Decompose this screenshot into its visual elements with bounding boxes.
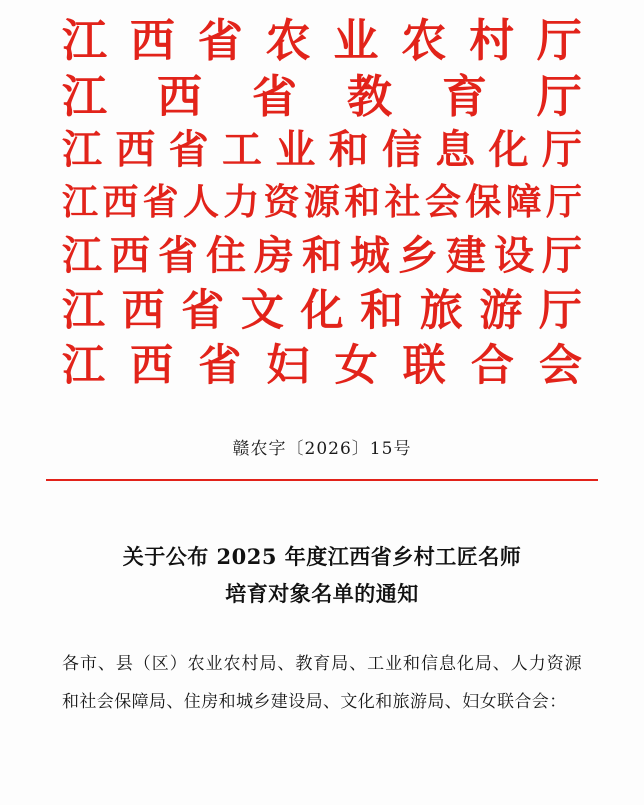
agency-glyph: 西 [110, 232, 150, 279]
body-paragraph-1: 各市、县（区）农业农村局、教育局、工业和信息化局、人力资源和社会保障局、住房和城乡建设局、文化和旅游局、妇女联合会： [62, 653, 582, 712]
agency-glyph: 江 [62, 286, 105, 336]
agency-glyph: 游 [479, 286, 523, 336]
document-body [62, 645, 582, 722]
agency-glyph: 和 [344, 181, 381, 223]
agency-glyph: 西 [115, 126, 156, 173]
agency-glyph: 西 [130, 341, 174, 391]
agency-glyph: 建 [446, 232, 486, 279]
agency-glyph: 省 [142, 181, 179, 223]
agency-glyph: 房 [254, 232, 294, 279]
agency-glyph: 和 [302, 232, 342, 279]
agency-glyph: 厅 [536, 70, 582, 123]
agency-glyph: 设 [494, 232, 534, 279]
agency-glyph: 厅 [542, 232, 582, 279]
agency-glyph: 厅 [545, 181, 582, 223]
agency-glyph: 城 [350, 232, 390, 279]
agency-glyph: 住 [206, 232, 246, 279]
agency-glyph: 省 [197, 14, 243, 67]
document-number: 赣农字〔2026〕15号 [232, 439, 412, 459]
document-title [62, 539, 582, 613]
agency-glyph: 联 [402, 341, 446, 391]
agency-glyph: 会 [538, 341, 582, 391]
agency-glyph: 西 [121, 286, 165, 336]
agency-glyph: 源 [303, 181, 340, 223]
agency-glyph: 化 [300, 286, 344, 336]
agency-glyph: 旅 [419, 286, 463, 336]
issuing-agency-line-2 [62, 70, 582, 123]
agency-glyph: 和 [360, 286, 404, 336]
agency-glyph: 江 [62, 341, 105, 391]
agency-glyph: 工 [221, 126, 262, 173]
agency-glyph: 江 [62, 126, 102, 173]
agency-glyph: 文 [240, 286, 284, 336]
agency-glyph: 信 [381, 126, 422, 173]
agency-glyph: 省 [251, 70, 297, 123]
document-letterhead [62, 0, 582, 391]
agency-glyph: 教 [346, 70, 392, 123]
agency-glyph: 江 [62, 181, 99, 223]
agency-glyph: 和 [328, 126, 369, 173]
agency-glyph: 会 [424, 181, 461, 223]
agency-glyph: 资 [263, 181, 300, 223]
agency-glyph: 省 [158, 232, 198, 279]
agency-glyph: 厅 [539, 286, 582, 336]
agency-glyph: 省 [168, 126, 209, 173]
agency-glyph: 社 [384, 181, 421, 223]
agency-glyph: 农 [265, 14, 311, 67]
agency-glyph: 西 [102, 181, 139, 223]
red-separator-rule [46, 479, 598, 481]
issuing-agency-line-6 [62, 286, 582, 336]
issuing-agency-line-5 [62, 232, 582, 279]
issuing-agency-line-7 [62, 341, 582, 391]
agency-glyph: 化 [488, 126, 529, 173]
agency-glyph: 江 [62, 232, 102, 279]
agency-glyph: 业 [333, 14, 379, 67]
title-line-1: 关于公布 2025 年度江西省乡村工匠名师 [122, 544, 522, 569]
agency-glyph: 女 [334, 341, 378, 391]
agency-glyph: 农 [401, 14, 447, 67]
agency-glyph: 人 [182, 181, 219, 223]
issuing-agency-line-4 [62, 181, 582, 223]
agency-glyph: 保 [465, 181, 502, 223]
agency-glyph: 省 [198, 341, 242, 391]
issuing-agency-line-1 [62, 14, 582, 67]
agency-glyph: 乡 [398, 232, 438, 279]
agency-glyph: 村 [469, 14, 515, 67]
agency-glyph: 江 [62, 14, 108, 67]
agency-glyph: 西 [156, 70, 202, 123]
agency-glyph: 西 [129, 14, 175, 67]
agency-glyph: 业 [275, 126, 316, 173]
agency-glyph: 妇 [266, 341, 310, 391]
agency-glyph: 力 [223, 181, 260, 223]
agency-glyph: 江 [62, 70, 108, 123]
agency-glyph: 厅 [536, 14, 582, 67]
agency-glyph: 障 [505, 181, 542, 223]
agency-glyph: 厅 [541, 126, 582, 173]
agency-glyph: 合 [470, 341, 514, 391]
agency-glyph: 息 [435, 126, 476, 173]
issuing-agency-line-3 [62, 126, 582, 173]
agency-glyph: 育 [441, 70, 487, 123]
title-line-2: 培育对象名单的通知 [225, 580, 419, 606]
agency-glyph: 省 [181, 286, 225, 336]
